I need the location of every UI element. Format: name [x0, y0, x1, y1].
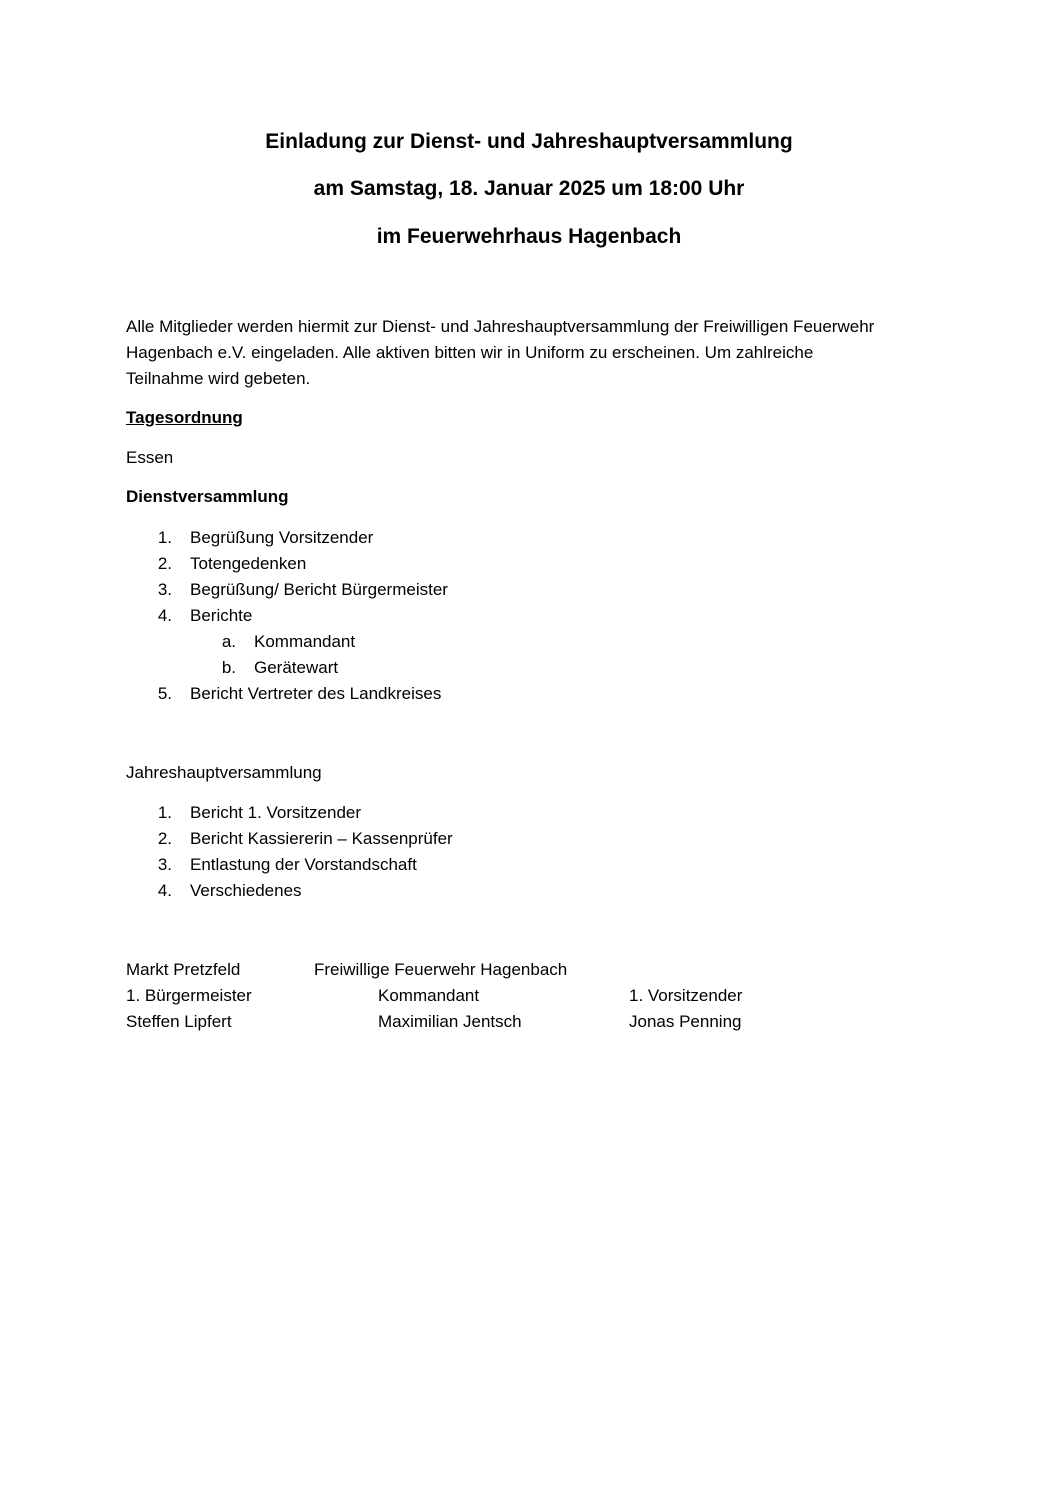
list-item-label: Berichte	[190, 606, 253, 625]
list-item-number: 1.	[157, 803, 172, 822]
list-item-number: 3.	[157, 580, 172, 599]
signature-org-left: Markt Pretzfeld	[126, 960, 241, 979]
list-item-number: 3.	[157, 855, 172, 874]
list-item-label: Bericht Vertreter des Landkreises	[190, 684, 442, 703]
agenda-heading: Tagesordnung	[126, 408, 243, 427]
list-item-label: Entlastung der Vorstandschaft	[190, 855, 417, 874]
list-item-label: Begrüßung Vorsitzender	[190, 528, 374, 547]
intro-line: Hagenbach e.V. eingeladen. Alle aktiven bitten wir in Uniform zu erscheinen. Um zahlreiche	[126, 343, 814, 362]
title-line-3: im Feuerwehrhaus Hagenbach	[376, 225, 682, 248]
jahreshauptversammlung-heading: Jahreshauptversammlung	[126, 763, 322, 782]
signature-name-buergermeister: Steffen Lipfert	[126, 1012, 232, 1031]
signature-name-vorsitzender: Jonas Penning	[629, 1012, 742, 1031]
intro-line: Teilnahme wird gebeten.	[126, 369, 311, 388]
title-line-1: Einladung zur Dienst- und Jahreshauptversammlung	[265, 130, 793, 153]
list-item-number: 2.	[157, 829, 172, 848]
list-item-number: 1.	[157, 528, 172, 547]
title-line-2: am Samstag, 18. Januar 2025 um 18:00 Uhr	[313, 177, 745, 200]
intro-line: Alle Mitglieder werden hiermit zur Dienst- und Jahreshauptversammlung der Freiwilligen Feuerwehr	[126, 317, 875, 336]
list-item-number: a.	[221, 632, 236, 651]
list-item-number: b.	[221, 658, 236, 677]
signature-role-buergermeister: 1. Bürgermeister	[126, 986, 252, 1005]
list-item-number: 2.	[157, 554, 172, 573]
signature-org-right: Freiwillige Feuerwehr Hagenbach	[314, 960, 568, 979]
list-item-number: 4.	[157, 606, 172, 625]
list-item-number: 5.	[157, 684, 172, 703]
intro-paragraph	[126, 314, 926, 392]
list-item-label: Gerätewart	[254, 658, 339, 677]
dienstversammlung-heading: Dienstversammlung	[126, 487, 289, 506]
signature-name-kommandant: Maximilian Jentsch	[378, 1012, 522, 1031]
list-item-label: Totengedenken	[190, 554, 307, 573]
list-item-label: Kommandant	[254, 632, 356, 651]
signature-role-vorsitzender: 1. Vorsitzender	[629, 986, 743, 1005]
list-item-label: Verschiedenes	[190, 881, 302, 900]
signature-role-kommandant: Kommandant	[378, 986, 480, 1005]
list-item-label: Bericht Kassiererin – Kassenprüfer	[190, 829, 453, 848]
list-item-label: Begrüßung/ Bericht Bürgermeister	[190, 580, 448, 599]
list-item-number: 4.	[157, 881, 172, 900]
agenda-essen: Essen	[126, 448, 174, 467]
list-item-label: Bericht 1. Vorsitzender	[190, 803, 362, 822]
